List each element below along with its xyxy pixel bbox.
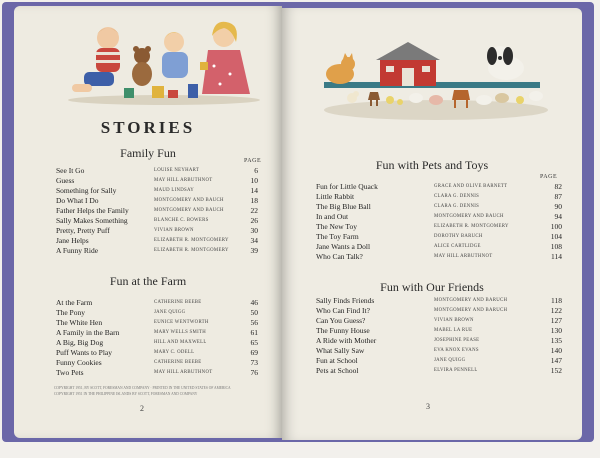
story-title: Two Pets [56,368,84,377]
story-title: In and Out [316,212,349,221]
toc-entry[interactable] [56,358,258,368]
story-title: Fun for Little Quack [316,182,378,191]
story-page: 94 [554,212,562,221]
story-page: 87 [554,192,562,201]
story-page: 147 [550,356,562,365]
story-author: ELIZABETH R. MONTGOMERY [154,238,229,243]
left-page [14,6,282,438]
story-page: 127 [550,316,562,325]
story-title: Jane Helps [56,236,89,245]
section-title-fun-with-pets-and-toys: Fun with Pets and Toys [375,158,489,172]
story-page: 130 [550,326,562,335]
toc-entry[interactable] [316,306,562,316]
story-title: The Funny House [316,326,370,335]
story-title: The Big Blue Ball [316,202,371,211]
story-author: MABEL LA RUE [434,328,473,333]
story-title: The Pony [56,308,85,317]
story-page: 14 [250,186,258,195]
toc-entry[interactable] [56,348,258,358]
story-author: MONTGOMERY AND BAUCH [154,208,224,213]
toc-entry[interactable] [316,242,562,252]
page-column-label: PAGE [540,174,558,180]
story-page: 108 [550,242,562,251]
page-heading: STORIES [100,118,196,137]
story-page: 104 [550,232,562,241]
story-author: MAY HILL ARBUTHNOT [154,370,213,375]
story-author: ELIZABETH R. MONTGOMERY [154,248,229,253]
story-title: Guess [56,176,75,185]
story-title: Do What I Do [56,196,99,205]
toc-entry[interactable] [316,212,562,222]
story-author: JOSEPHINE PEASE [434,338,480,343]
children-playing-illustration [64,14,264,106]
story-title: See It Go [56,166,85,175]
story-page: 34 [250,236,258,245]
story-title: Who Can Talk? [316,252,363,261]
story-title: Can You Guess? [316,316,366,325]
page-column-label: PAGE [244,158,262,164]
story-page: 50 [250,308,258,317]
toc-entry[interactable] [56,338,258,348]
story-author: JANE QUIGG [434,358,466,363]
story-author: EVA KNOX EVANS [434,348,479,353]
story-page: 22 [250,206,258,215]
story-author: MAUD LINDSAY [154,188,195,193]
story-page: 122 [550,306,562,315]
story-page: 46 [250,298,258,307]
story-author: MAY HILL ARBUTHNOT [434,254,493,259]
story-title: The New Toy [316,222,357,231]
story-page: 152 [550,366,562,375]
story-author: VIVIAN BROWN [154,228,194,233]
story-page: 90 [554,202,562,211]
toc-list-fun-at-the-farm [56,298,258,378]
story-title: A Funny Ride [56,246,99,255]
story-title: Sally Finds Friends [316,296,375,305]
toc-entry[interactable] [56,236,258,246]
right-page [282,8,582,440]
toc-entry[interactable] [316,202,562,212]
toc-entry[interactable] [56,176,258,186]
story-author: DOROTHY BARUCH [434,234,483,239]
toc-entry[interactable] [316,192,562,202]
story-author: JANE QUIGG [154,310,186,315]
story-title: A Big, Big Dog [56,338,104,347]
story-title: Who Can Find It? [316,306,370,315]
story-author: MONTGOMERY AND BARUCH [434,298,508,303]
toc-entry[interactable] [316,252,562,262]
story-page: 76 [250,368,258,377]
story-title: Jane Wants a Doll [316,242,371,251]
story-page: 140 [550,346,562,355]
toc-entry[interactable] [316,182,562,192]
toc-entry[interactable] [316,346,562,356]
toc-entry[interactable] [56,226,258,236]
toc-list-family-fun [56,166,258,256]
story-author: HILL AND MAXWELL [154,340,207,345]
story-title: Pretty, Pretty Puff [56,226,110,235]
story-page: 69 [250,348,258,357]
toc-entry[interactable] [56,186,258,196]
copyright-line-2: COPYRIGHT 1951 IN THE PHILIPPINE ISLANDS BY SCOTT, FORESMAN AND COMPANY [54,392,198,396]
toc-entry[interactable] [56,206,258,216]
story-author: BLANCHE C. BOWERS [154,218,209,223]
toc-entry[interactable] [316,232,562,242]
toc-entry[interactable] [316,356,562,366]
page-number: 2 [140,404,144,413]
toc-list-fun-with-pets-and-toys [316,182,562,262]
story-author: ELVIRA PENNELL [434,368,478,373]
section-title-family-fun: Family Fun [120,146,176,160]
story-author: ELIZABETH R. MONTGOMERY [434,224,509,229]
page-number: 3 [426,402,430,411]
story-author: VIVIAN BROWN [434,318,474,323]
toc-entry[interactable] [316,366,562,376]
story-title: The White Hen [56,318,103,327]
toc-entry[interactable] [316,222,562,232]
story-page: 30 [250,226,258,235]
story-author: MONTGOMERY AND BARUCH [434,308,508,313]
section-title-fun-with-our-friends: Fun with Our Friends [380,280,484,294]
story-title: Funny Cookies [56,358,102,367]
story-title: Father Helps the Family [56,206,129,215]
story-author: CATHERINE BEEBE [154,360,202,365]
toc-entry[interactable] [316,326,562,336]
toc-entry[interactable] [56,318,258,328]
toc-entry[interactable] [56,216,258,226]
story-author: EUNICE WENTWORTH [154,320,209,325]
story-title: Little Rabbit [316,192,355,201]
toc-entry[interactable] [56,166,258,176]
story-title: A Family in the Barn [56,328,120,337]
story-title: A Ride with Mother [316,336,377,345]
story-title: What Sally Saw [316,346,365,355]
toc-entry[interactable] [56,196,258,206]
story-title: Something for Sally [56,186,117,195]
section-title-fun-at-the-farm: Fun at the Farm [109,274,187,288]
story-page: 114 [551,252,562,261]
story-author: CATHERINE BEEBE [154,300,202,305]
toy-farm-animals-illustration [318,38,554,124]
story-page: 61 [250,328,258,337]
toc-entry[interactable] [316,296,562,306]
story-page: 135 [550,336,562,345]
story-page: 6 [254,166,258,175]
story-author: MAY HILL ARBUTHNOT [154,178,213,183]
copyright-line-1: COPYRIGHT 1951, BY SCOTT, FORESMAN AND COMPANY · PRINTED IN THE UNITED STATES OF AMERICA [54,386,231,390]
story-page: 56 [250,318,258,327]
story-page: 82 [554,182,562,191]
toc-entry[interactable] [316,336,562,346]
story-page: 18 [250,196,258,205]
story-title: The Toy Farm [316,232,359,241]
toc-entry[interactable] [56,246,258,256]
story-page: 10 [250,176,258,185]
story-author: LOUISE NEYHART [154,168,200,173]
story-title: At the Farm [56,298,93,307]
story-page: 73 [250,358,258,367]
story-author: MARY C. ODELL [154,350,195,355]
story-title: Sally Makes Something [56,216,128,225]
story-page: 26 [250,216,258,225]
story-author: MONTGOMERY AND BAUCH [434,214,504,219]
story-page: 100 [550,222,562,231]
story-author: GRACE AND OLIVE BARNETT [434,184,508,189]
toc-entry[interactable] [56,308,258,318]
story-author: MARY WELLS SMITH [154,330,206,335]
toc-entry[interactable] [316,316,562,326]
toc-entry[interactable] [56,328,258,338]
story-author: ALICE CARTLIDGE [434,244,481,249]
story-page: 39 [250,246,258,255]
story-author: CLARA G. DENNIS [434,194,480,199]
story-page: 65 [250,338,258,347]
story-title: Pets at School [316,366,359,375]
story-page: 118 [551,296,562,305]
story-title: Fun at School [316,356,358,365]
toc-entry[interactable] [56,368,258,378]
story-title: Puff Wants to Play [56,348,112,357]
story-author: MONTGOMERY AND BAUCH [154,198,224,203]
toc-entry[interactable] [56,298,258,308]
toc-list-fun-with-our-friends [316,296,562,376]
story-author: CLARA G. DENNIS [434,204,480,209]
